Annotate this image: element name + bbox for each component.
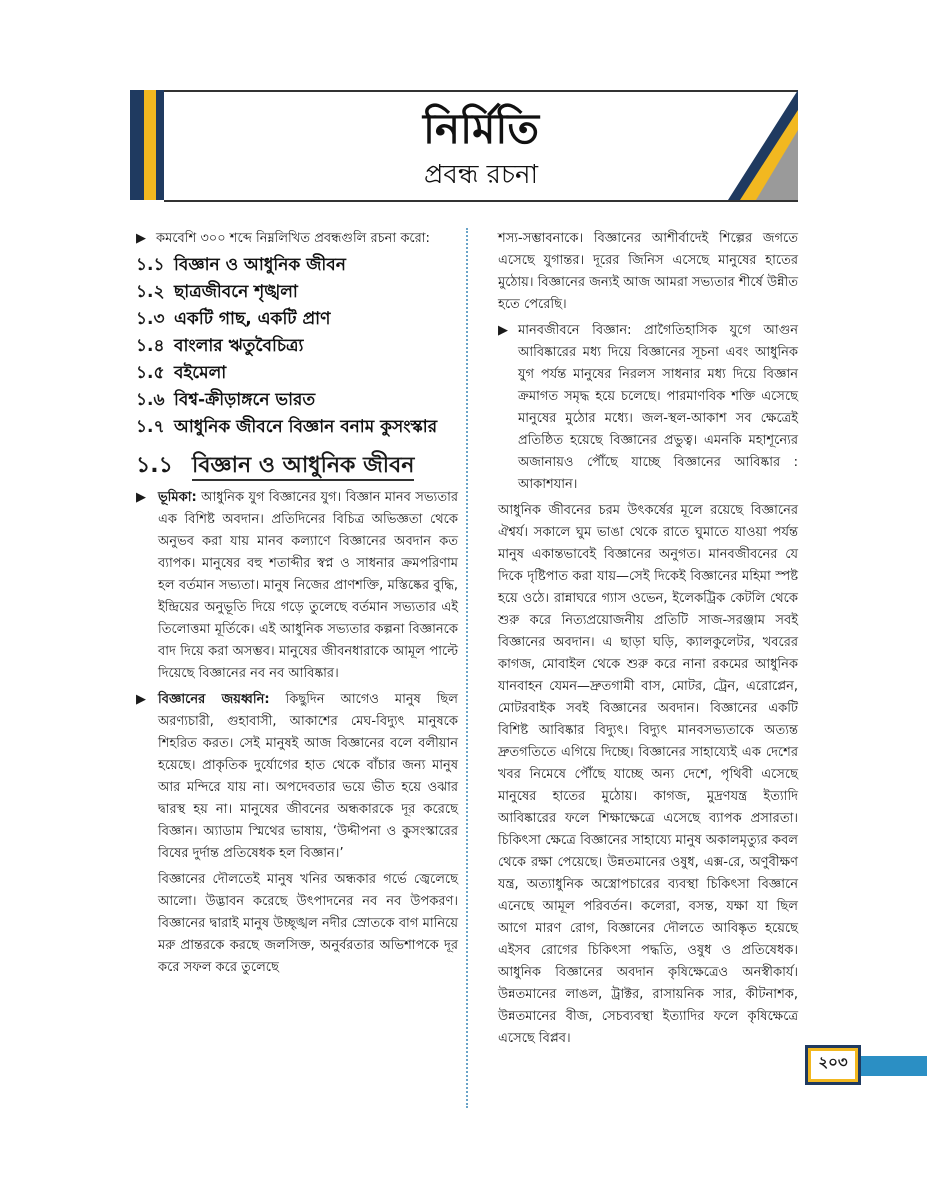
paragraph-lead: বিজ্ঞানের জয়ধ্বনি: <box>158 692 270 707</box>
topic-number: ১.৫ <box>136 363 165 383</box>
paragraph-lead: মানবজীবনে বিজ্ঞান: <box>518 323 632 338</box>
paragraph-introduction <box>136 487 458 685</box>
arrow-icon: ▶ <box>136 490 146 505</box>
topic-text: আধুনিক জীবনে বিজ্ঞান বনাম কুসংস্কার <box>174 417 438 437</box>
topic-item <box>136 333 458 360</box>
topic-text: বইমেলা <box>174 363 227 383</box>
paragraph-modern-life <box>498 500 798 1050</box>
topic-number: ১.৭ <box>136 417 165 437</box>
paragraph-text: শস্য-সম্ভাবনাকে। বিজ্ঞানের আশীর্বাদেই শিল্পের জগতে এসেছে যুগান্তর। দূরের জিনিস এসেছে মানুষের হাতের মুঠোয়। বিজ্ঞানের জন্যই আজ আমরা সভ্যতার শীর্ষে উন্নীত হতে পেরেছি। <box>498 231 798 312</box>
paragraph-continuation <box>136 869 458 979</box>
paragraph-lead: ভূমিকা: <box>158 490 197 505</box>
topic-item <box>136 387 458 414</box>
banner-box <box>164 90 798 202</box>
topic-number: ১.৬ <box>136 390 165 410</box>
section-heading <box>136 455 458 481</box>
left-column <box>136 228 458 983</box>
topic-text: বাংলার ঋতুবৈচিত্র্য <box>174 336 304 356</box>
instruction-text: কমবেশি ৩০০ শব্দে নিম্নলিখিত প্রবন্ধগুলি রচনা করো: <box>156 231 430 246</box>
topic-item <box>136 252 458 279</box>
topic-list <box>136 252 458 441</box>
chapter-banner <box>130 90 798 200</box>
instruction <box>136 228 458 250</box>
topic-item <box>136 279 458 306</box>
banner-stripe-navy <box>130 90 144 200</box>
section-title: বিজ্ঞান ও আধুনিক জীবন <box>192 455 414 481</box>
column-divider <box>466 228 468 1108</box>
topic-number: ১.১ <box>136 255 165 275</box>
banner-stripe-yellow <box>144 90 156 200</box>
paragraph-science-in-life <box>498 320 798 496</box>
banner-corner-decoration <box>728 90 798 200</box>
page-number-tab <box>861 1056 927 1076</box>
chapter-title: নির্মিতি <box>423 104 539 153</box>
topic-number: ১.৩ <box>136 309 165 329</box>
paragraph-text: প্রাগৈতিহাসিক যুগে আগুন আবিষ্কারের মধ্য দিয়ে বিজ্ঞানের সূচনা এবং আধুনিক যুগ পর্যন্ত মানুষের নিরলস সাধনার মধ্য দিয়ে বিজ্ঞান ক্রমাগত সমৃদ্ধ হয়ে চলেছে। পারমাণবিক শক্তি এসেছে মানুষের মুঠোর মধ্যে। জল-স্থল-আকাশ সব ক্ষেত্রেই প্রতিষ্ঠিত হয়েছে বিজ্ঞানের প্রভুত্ব। এমনকি মহাশূন্যের অজানায়ও পৌঁছে যাচ্ছে বিজ্ঞানের আবিষ্কার : আকাশযান। <box>518 323 798 492</box>
chapter-subtitle: প্রবন্ধ রচনা <box>423 160 539 190</box>
topic-text: বিশ্ব-ক্রীড়াঙ্গনে ভারত <box>174 390 316 410</box>
paragraph-continued <box>498 228 798 316</box>
topic-text: বিজ্ঞান ও আধুনিক জীবন <box>174 255 346 275</box>
arrow-icon: ▶ <box>498 323 508 338</box>
paragraph-text: আধুনিক যুগ বিজ্ঞানের যুগ। বিজ্ঞান মানব সভ্যতার এক বিশিষ্ট অবদান। প্রতিদিনের বিচিত্র অভিজ্ঞতা থেকে অনুভব করা যায় মানব কল্যাণে বিজ্ঞানের অবদান কত ব্যাপক। মানুষের বহু শতাব্দীর স্বপ্ন ও সাধনার ক্রমপরিণাম হল বর্তমান সভ্যতা। মানুষ নিজের প্রাণশক্তি, মস্তিষ্কের বুদ্ধি, ইন্দ্রিয়ের অনুভূতি দিয়ে গড়ে তুলেছে বর্তমান সভ্যতার এই তিলোত্তমা মূর্তিকে। এই আধুনিক সভ্যতার কল্পনা বিজ্ঞানকে বাদ দিয়ে করা অসম্ভব। মানুষের জীবনধারাকে আমূল পাল্টে দিয়েছে বিজ্ঞানের নব নব আবিষ্কার। <box>158 490 458 681</box>
paragraph-text: আধুনিক জীবনের চরম উৎকর্ষের মূলে রয়েছে বিজ্ঞানের ঐশ্বর্য। সকালে ঘুম ভাঙা থেকে রাতে ঘুমাতে যাওয়া পর্যন্ত মানুষ একান্তভাবেই বিজ্ঞানের অনুগত। মানবজীবনের যে দিকে দৃষ্টিপাত করা যায়—সেই দিকেই বিজ্ঞানের মহিমা স্পষ্ট হয়ে ওঠে। রান্নাঘরে গ্যাস ওভেন, ইলেকট্রিক কেটলি থেকে শুরু করে নিত্যপ্রয়োজনীয় প্রতিটি সাজ-সরঞ্জাম সবই বিজ্ঞানের অবদান। এ ছাড়া ঘড়ি, ক্যালকুলেটর, খবরের কাগজ, মোবাইল থেকে শুরু করে নানা রকমের আধুনিক যানবাহন যেমন—দ্রুতগামী বাস, মোটর, ট্রেন, এরোপ্লেন, মোটরবাইক সবই বিজ্ঞানের অবদান। বিজ্ঞানের একটি বিশিষ্ট আবিষ্কার বিদ্যুৎ। বিদ্যুৎ মানবসভ্যতাকে অত্যন্ত দ্রুতগতিতে এগিয়ে দিচ্ছে। বিজ্ঞানের সাহায্যেই এক দেশের খবর নিমেষে পৌঁছে যাচ্ছে অন্য দেশে, পৃথিবী এসেছে মানুষের হাতের মুঠোয়। কাগজ, মুদ্রণযন্ত্র ইত্যাদি আবিষ্কারের ফলে শিক্ষাক্ষেত্রে এসেছে ব্যাপক প্রসারতা। চিকিৎসা ক্ষেত্রে বিজ্ঞানের সাহায্যে মানুষ অকালমৃত্যুর কবল থেকে রক্ষা পেয়েছে। উন্নতমানের ওষুধ, এক্স-রে, অণুবীক্ষণ যন্ত্র, অত্যাধুনিক অস্ত্রোপচারের ব্যবস্থা চিকিৎসা বিজ্ঞানে এনেছে আমূল পরিবর্তন। কলেরা, বসন্ত, যক্ষা যা ছিল আগে মারণ রোগ, বিজ্ঞানের দৌলতে আবিষ্কৃত হয়েছে এইসব রোগের চিকিৎসা পদ্ধতি, ওষুধ ও প্রতিষেধক। আধুনিক বিজ্ঞানের অবদান কৃষিক্ষেত্রেও অনস্বীকার্য। উন্নতমানের লাঙল, ট্রাক্টর, রাসায়নিক সার, কীটনাশক, উন্নতমানের বীজ, সেচব্যবস্থা ইত্যাদির ফলে কৃষিক্ষেত্রে এসেছে বিপ্লব। <box>498 503 798 1046</box>
topic-number: ১.২ <box>136 282 165 302</box>
banner-stripe-navy-2 <box>156 90 164 200</box>
arrow-icon: ▶ <box>136 692 146 707</box>
section-number: ১.১ <box>136 453 173 478</box>
topic-item <box>136 360 458 387</box>
topic-text: একটি গাছ, একটি প্রাণ <box>174 309 331 329</box>
paragraph-text: বিজ্ঞানের দৌলতেই মানুষ খনির অন্ধকার গর্ভে জ্বেলেছে আলো। উদ্ভাবন করেছে উৎপাদনের নব নব উপকরণ। বিজ্ঞানের দ্বারাই মানুষ উচ্ছৃঙ্খল নদীর স্রোতকে বাগ মানিয়ে মরু প্রান্তরকে করছে জলসিক্ত, অনুর্বরতার অভিশাপকে দূর করে সফল করে তুলেছে <box>158 872 458 975</box>
paragraph-text: কিছুদিন আগেও মানুষ ছিল অরণ্যচারী, গুহাবাসী, আকাশের মেঘ-বিদ্যুৎ মানুষকে শিহরিত করত। সেই মানুষই আজ বিজ্ঞানের বলে বলীয়ান হয়েছে। প্রাকৃতিক দুর্যোগের হাত থেকে বাঁচার জন্য মানুষ আর মন্দিরে যায় না। অপদেবতার ভয়ে ভীত হয়ে ওঝার দ্বারস্থ হয় না। মানুষের জীবনের অন্ধকারকে দূর করেছে বিজ্ঞান। অ্যাডাম স্মিথের ভাষায়, ‘উদ্দীপনা ও কুসংস্কারের বিষের দুর্দান্ত প্রতিষেধক হল বিজ্ঞান।’ <box>158 692 458 861</box>
topic-number: ১.৪ <box>136 336 165 356</box>
topic-item <box>136 306 458 333</box>
right-column <box>498 228 798 1054</box>
topic-text: ছাত্রজীবনে শৃঙ্খলা <box>174 282 298 302</box>
topic-item <box>136 414 458 441</box>
page-number-badge <box>805 1045 861 1085</box>
page-number: ২০৩ <box>811 1051 855 1079</box>
arrow-icon: ▶ <box>136 231 146 246</box>
paragraph-triumph <box>136 689 458 865</box>
